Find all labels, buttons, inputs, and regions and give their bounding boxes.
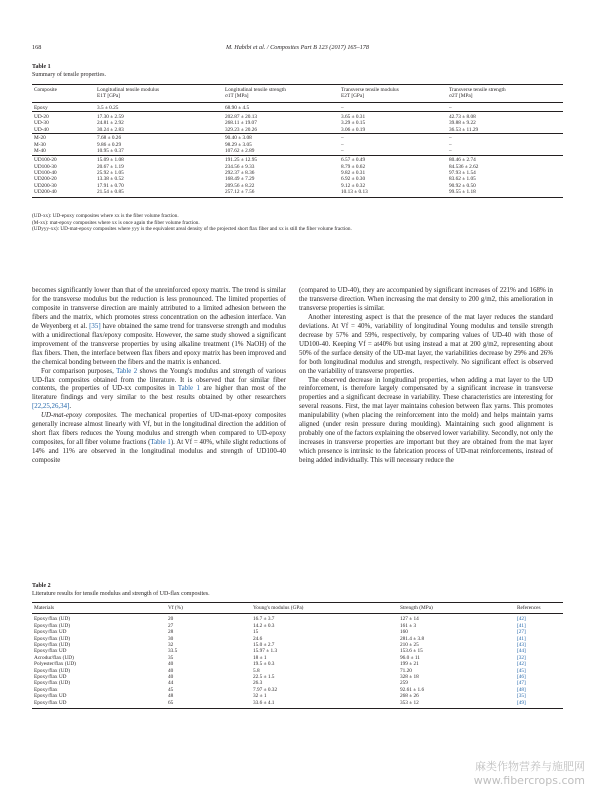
reference-link[interactable]: [44] [517, 648, 526, 655]
table1-cell: M-30 [34, 141, 46, 148]
table2-cell: 127 ± 14 [400, 616, 419, 623]
table2-cell: 44 [168, 680, 174, 687]
table1-cell: 25.92 ± 1.05 [97, 169, 124, 176]
table2-cell: 40 [168, 674, 174, 681]
table2-cell: 96.0 ± 11 [400, 654, 420, 661]
table2-cell: 15.97 ± 1.3 [253, 648, 278, 655]
table2-cell: 45 [168, 686, 174, 693]
table1-cell: UD200-30 [34, 182, 57, 189]
table1-cell: 3.5 ± 0.25 [97, 104, 119, 111]
table2-cell: 26.3 [253, 680, 263, 687]
table1-header: Transverse tensile strength σ2T [MPa] [447, 85, 563, 103]
table1-cell: 30.24 ± 2.83 [97, 126, 124, 133]
table1-cell: 98.29 ± 3.05 [225, 141, 252, 148]
table2-cell: 15 [253, 629, 259, 636]
table2-cell: 28 [168, 629, 174, 636]
table1-cell: 17.91 ± 0.70 [97, 182, 124, 189]
table1-cell: 257.12 ± 7.56 [223, 189, 339, 197]
table1-cell: 8.79 ± 0.62 [341, 163, 366, 170]
table1-cell: 10.95 ± 0.37 [97, 148, 124, 155]
table2-header: Strength (MPa) [398, 603, 515, 614]
table-link[interactable]: Table 1 [177, 385, 200, 393]
table2-cell: 30 [168, 635, 174, 642]
table1-cell: 10.13 ± 0.13 [339, 189, 447, 197]
table2-cell: Epoxy/flax (UD) [34, 667, 71, 674]
table1-cell: 209.56 ± 8.22 [225, 182, 255, 189]
reference-link[interactable]: [42] [517, 661, 526, 668]
table2-header: Vf (%) [166, 603, 251, 614]
table1-cell: – [449, 141, 452, 148]
table1-cell: 20.67 ± 1.19 [97, 163, 124, 170]
table2-cell: Epoxy/flax (UD) [34, 622, 71, 629]
table1-cell: 36.53 ± 11.29 [449, 126, 479, 133]
table2-cell: 33.5 [168, 648, 178, 655]
paragraph: becomes significantly lower than that of the unreinforced epoxy matrix. The trend is similar for the transverse modulus but the reduction is less pronounced. The limited properties of composite in transverse direction are mainly attributed to a limited adhesion between the fibers and the matrix, which promotes stress concentration on the adhesion interface. Van de Weyenberg et al. [35] have obtained the same trend for transverse strength and modulus with a unidirectional flax/epoxy composite. However, the same study showed a significant improvement of the transverse properties by using alkaline treatment (1% NaOH) of the flax fibers. Then, the interface between flax fibers and epoxy matrix has been improved and the chemical bonding between the fibers and the matrix is enhanced. [32, 287, 286, 366]
table2-cell: Polyester/flax (UD) [34, 661, 76, 668]
table1-cell: Epoxy [34, 104, 48, 111]
table1-caption-block [32, 64, 106, 79]
table2-cell: 32 [168, 642, 174, 649]
table2-cell: 153.6 ± 15 [400, 648, 423, 655]
reference-link[interactable]: [32] [517, 654, 526, 661]
table2-cell: 199 ± 21 [400, 661, 419, 668]
table1-cell: UD100-20 [32, 155, 95, 163]
table1-label: Table 1 [32, 64, 51, 70]
table1-cell: 9.86 ± 0.29 [97, 141, 122, 148]
reference-link[interactable]: [27] [517, 629, 526, 636]
table1-cell: 292.37 ± 8.36 [225, 169, 255, 176]
table1-cell: – [341, 148, 344, 155]
table1-cell: 202.87 ± 20.13 [223, 112, 339, 120]
table2-cell: 32 ± 1 [253, 693, 267, 700]
reference-link[interactable]: [35] [517, 693, 526, 700]
table2-cell: 24.6 [253, 635, 263, 642]
reference-link[interactable]: [45] [517, 667, 526, 674]
table2-cell: Epoxy/flax [34, 686, 58, 693]
table1-cell: – [449, 148, 452, 155]
paragraph: (compared to UD-40), they are accompanied by significant increases of 221% and 168% in the transverse direction. When increasing the mat density to 200 g/m2, this amelioration in transverse properties is similar. [299, 287, 553, 312]
table1-cell: 39.88 ± 9.22 [449, 120, 476, 127]
page-number: 168 [32, 44, 42, 51]
table1-header: Longitudinal tensile modulus E1T [GPa] [95, 85, 223, 103]
reference-link[interactable]: [41] [517, 622, 526, 629]
table-link[interactable]: Table 1 [150, 439, 171, 447]
reference-link[interactable]: [48] [517, 686, 526, 693]
table1-cell: UD-20 [32, 112, 95, 120]
table1-row [32, 112, 563, 120]
table1-cell: 42.73 ± 8.08 [447, 112, 563, 120]
table2-row [32, 614, 563, 623]
table1-cell: – [449, 104, 452, 111]
table2-cell: Epoxy/flax UD [34, 648, 67, 655]
reference-link[interactable]: [47] [517, 680, 526, 687]
table1-cell: 13.38 ± 0.52 [97, 176, 124, 183]
table2-cell: 48 [168, 693, 174, 700]
table2-cell: 259 [400, 680, 408, 687]
table1-cell: 80.46 ± 2.74 [447, 155, 563, 163]
table2-caption-block [32, 583, 210, 598]
section-run-in-title: UD-mat-epoxy composites. [41, 412, 118, 420]
running-header [32, 44, 563, 54]
table2-cell: 33.6 ± 4.1 [251, 700, 398, 708]
table1-cell: UD100-30 [34, 163, 57, 170]
table1-row [32, 155, 563, 163]
reference-link[interactable]: [42] [517, 616, 526, 623]
table1-cell: 84.536 ± 2.62 [449, 163, 479, 170]
watermark-line: 麻类作物营养与施肥网 [475, 760, 585, 773]
table1-tensile-properties [32, 84, 563, 198]
table2-cell: 5.8 [253, 667, 260, 674]
table1-header: Transverse tensile modulus E2T [GPa] [339, 85, 447, 103]
table1-cell: 3.06 ± 0.19 [341, 126, 366, 133]
table2-cell: 268 ± 26 [400, 693, 419, 700]
table1-cell: 90.40 ± 3.08 [223, 133, 339, 141]
table1-cell: 7.68 ± 0.26 [95, 133, 223, 141]
table2-cell: 35 [168, 654, 174, 661]
table2-cell: 328 ± 18 [400, 674, 419, 681]
table1-notes [32, 213, 352, 233]
table1-cell: – [341, 104, 344, 111]
table1-header: Composite [32, 85, 95, 103]
table1-cell: 21.54 ± 0.85 [95, 189, 223, 197]
journal-citation: M. Habibi et al. / Composites Part B 123 (2017) 165–178 [226, 44, 369, 51]
table2-cell: 92.61 ± 1.6 [400, 686, 425, 693]
table2-cell: Acrodur/flax (UD) [34, 654, 74, 661]
table2-literature-results [32, 602, 563, 709]
table1-cell: UD200-20 [34, 176, 57, 183]
table2-cell: Epoxy/flax UD [34, 693, 67, 700]
paragraph: UD-mat-epoxy composites. The mechanical properties of UD-mat-epoxy composites generally increase almost linearly with Vf, but in the longitudinal direction the addition of short flax fibers reduces the Young modulus and strength when compared to UD-epoxy composites, for all fiber volume fractions (Table 1). At Vf = 40%, while slight reductions of 14% and 11% are observed in the longitudinal modulus and strength of UD100-40 composite [32, 412, 287, 465]
table2-header-row [32, 603, 563, 614]
table1-cell: 9.12 ± 0.32 [341, 182, 366, 189]
table1-cell: 268.11 ± 19.07 [225, 120, 257, 127]
table1-row [32, 148, 563, 155]
table1-cell: 3.65 ± 0.31 [339, 112, 447, 120]
table2-cell: Epoxy/flax (UD) [34, 680, 71, 687]
table2-cell: 71.20 [400, 667, 412, 674]
table2-header: Young's modulus (GPa) [251, 603, 398, 614]
table1-note: (M-xx): mat-epoxy composites where xx is once again the fiber volume fraction. [32, 219, 200, 226]
table2-cell: 281.4 ± 3.8 [400, 635, 425, 642]
table1-header-row [32, 85, 563, 103]
table2-cell: Epoxy/flax UD [32, 700, 166, 708]
reference-link[interactable]: [43] [517, 642, 526, 649]
paragraph: The observed decrease in longitudinal properties, when adding a mat layer to the UD reinforcement, is therefore largely compensated by a significant increase in transverse properties and a significant decrease in variability. These characteristics are interesting for several reasons. First, the mat layer maintains cohesion between flax yarns. This promotes manipulability (when placing the reinforcement into the mold) and helps maintain yarns aligned (under resin pressure during moulding). Maintaining such good alignment is probably one of the factors explaining the observed lower variability. Secondly, not only the increases in transverse properties are important but they are obtained from the mat layer which presence is intrinsic to the fabrication process of UD-mat reinforcements, instead of being added individually. This will necessary reduce the [299, 376, 553, 465]
table2-cell: 65 [166, 700, 251, 708]
table2-cell: 40 [168, 667, 174, 674]
table2-cell: 353 ± 12 [398, 700, 515, 708]
table1-cell: M-20 [32, 133, 95, 141]
table1-cell: 6.57 ± 0.49 [339, 155, 447, 163]
table2-header: References [515, 603, 563, 614]
table2-cell: 27 [168, 622, 174, 629]
table2-cell: Epoxy/flax (UD) [34, 635, 71, 642]
table1-note: (UD-xx): UD-epoxy composites where xx is the fiber volume fraction. [32, 213, 179, 219]
table2-label: Table 2 [32, 583, 51, 589]
body-left-column [32, 287, 286, 466]
table1-cell: – [339, 133, 447, 141]
table2-cell: 19.5 ± 0.3 [253, 661, 275, 668]
table-link[interactable]: Table 2 [116, 367, 138, 375]
table2-cell: Epoxy/flax UD [34, 674, 67, 681]
table1-header: Longitudinal tensile strength σ1T [MPa] [223, 85, 339, 103]
reference-link[interactable]: [46] [517, 674, 526, 681]
table2-cell: 18 ± 1 [253, 654, 267, 661]
table2-cell: 161 ± 3 [400, 622, 417, 629]
table1-cell: UD100-40 [34, 169, 57, 176]
table1-cell: 329.23 ± 20.26 [225, 126, 258, 133]
table1-cell: 234.56 ± 9.33 [225, 163, 255, 170]
table2-header: Materials [32, 603, 166, 614]
table1-cell: 107.62 ± 2.89 [225, 148, 255, 155]
table1-cell: 68.90 ± 4.5 [225, 104, 250, 111]
watermark [474, 760, 585, 788]
table1-cell: 97.93 ± 1.54 [449, 169, 476, 176]
table1-cell: 3.29 ± 0.15 [341, 120, 366, 127]
table1-cell: 6.92 ± 0.30 [341, 176, 366, 183]
citation-link[interactable]: [22,25,26,34] [32, 403, 70, 411]
table2-cell: 160 [400, 629, 408, 636]
table1-cell: – [447, 133, 563, 141]
table1-caption: Summary of tensile properties. [32, 71, 106, 78]
table1-row [32, 189, 563, 197]
table2-cell: 14.2 ± 0.3 [253, 622, 275, 629]
table1-cell: UD200-40 [32, 189, 95, 197]
watermark-line: www.fibercrops.com [473, 774, 585, 787]
paragraph: Another interesting aspect is that the presence of the mat layer reduces the standard deviations. At Vf = 40%, variability of longitudinal Young modulus and tensile strength decrease by 57% and 59%, respectively, by comparing values of UD-40 with those of UD100-40. Keeping Vf = at40% but using instead a mat at 200 g/m2, representing about 50% of the surface density of the UD-mat layer, the variabilities decrease by 29% and 26% for both longitudinal modulus and strength, respectively. No significant effect is observed on the variability of transverse properties. [299, 313, 553, 375]
body-right-column [299, 287, 553, 466]
table1-row [32, 102, 563, 111]
table1-cell: 83.62 ± 1.05 [449, 176, 476, 183]
table1-cell: M-40 [34, 148, 46, 155]
paragraph: For comparison purposes, Table 2 shows the Young's modulus and strength of various UD-flax composites obtained from the literature. It is observed that for similar fiber contents, the properties of UD-xx composites in Table 1 are higher than most of the literature findings and very similar to the best results obtained by other researchers [22,25,26,34]. [32, 367, 287, 411]
table2-cell: Epoxy/flax (UD) [34, 616, 71, 623]
table2-cell: 15.0 ± 2.7 [253, 642, 275, 649]
reference-link[interactable]: [41] [517, 635, 526, 642]
table1-cell: 9.82 ± 0.31 [341, 169, 366, 176]
table1-cell: 17.30 ± 2.59 [95, 112, 223, 120]
table1-cell: 99.55 ± 1.18 [447, 189, 563, 197]
table2-cell: 210 ± 25 [400, 642, 419, 649]
table1-cell: 90.92 ± 0.50 [449, 182, 476, 189]
table2-cell: 40 [168, 661, 174, 668]
citation-link[interactable]: [35] [89, 322, 101, 330]
table1-note: (UDyyy-xx): UD-mat-epoxy composites where yyy is the equivalent areal density of the projected short flax fiber and xx is still the fiber volume fraction. [32, 226, 352, 233]
table1-cell: 191.25 ± 12.95 [223, 155, 339, 163]
table1-row [32, 133, 563, 141]
table1-cell: 24.81 ± 2.92 [97, 120, 124, 127]
table2-cell: 7.97 ± 0.32 [253, 686, 278, 693]
table1-cell: UD-40 [34, 126, 49, 133]
table2-cell: Epoxy/flax UD [34, 629, 67, 636]
table2-cell: 22.5 ± 1.5 [253, 674, 275, 681]
table1-cell: 168.49 ± 7.29 [225, 176, 255, 183]
table2-cell: 16.7 ± 3.7 [253, 616, 275, 623]
table1-cell: UD-30 [34, 120, 49, 127]
table2-row [32, 700, 563, 708]
table2-cell: Epoxy/flax (UD) [34, 642, 71, 649]
table1-row [32, 127, 563, 134]
table1-cell: – [341, 141, 344, 148]
table2-caption: Literature results for tensile modulus and strength of UD-flax composites. [32, 590, 210, 597]
reference-link[interactable]: [49] [515, 700, 563, 708]
table1-cell: 15.09 ± 1.08 [95, 155, 223, 163]
table2-cell: 20 [168, 616, 174, 623]
